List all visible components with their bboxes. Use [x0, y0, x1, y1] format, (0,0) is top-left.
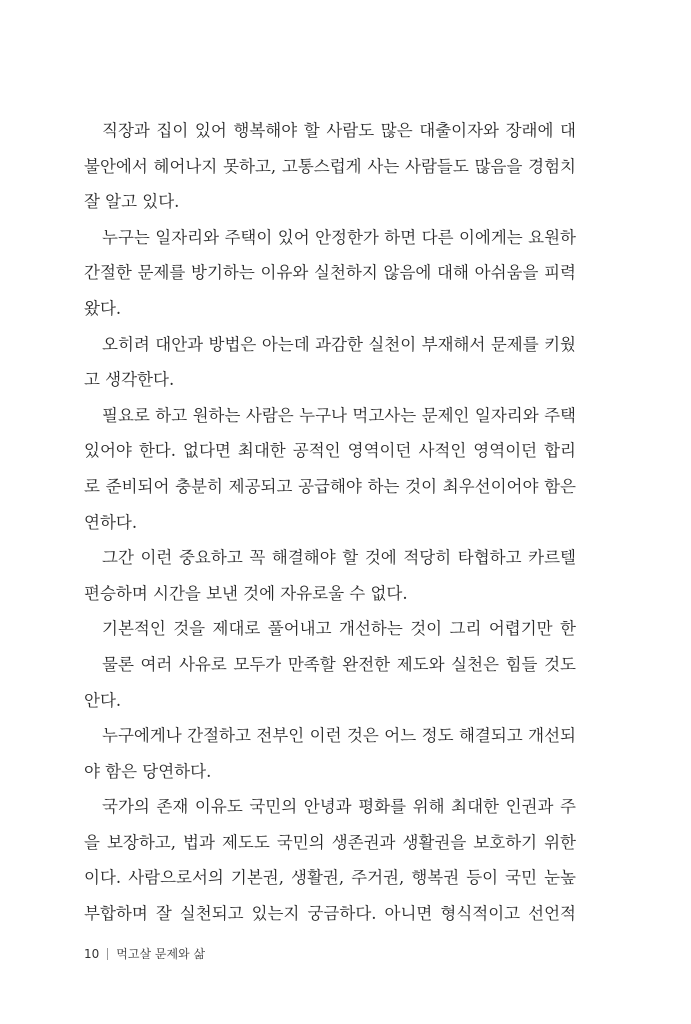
text-line: 필요로 하고 원하는 사람은 누구나 먹고사는 문제인 일자리와 주택: [102, 405, 576, 425]
text-line: 직장과 집이 있어 행복해야 할 사람도 많은 대출이자와 장래에 대: [102, 121, 576, 140]
text-line: 안다.: [84, 690, 122, 710]
text-line: 연하다.: [84, 512, 138, 532]
text-line: 오히려 대안과 방법은 아는데 과감한 실천이 부재해서 문제를 키웠: [102, 334, 576, 354]
text-line: 그간 이런 중요하고 꼭 해결해야 할 것에 적당히 타협하고 카르텔: [102, 548, 576, 568]
text-line: 야 함은 당연하다.: [84, 761, 212, 781]
running-title: 먹고살 문제와 삶: [116, 947, 206, 961]
page-number: 10: [84, 946, 100, 961]
text-line: 누구는 일자리와 주택이 있어 안정한가 하면 다른 이에게는 요원하: [102, 227, 576, 247]
text-line: 있어야 한다. 없다면 최대한 공적인 영역이던 사적인 영역이던 합리: [84, 441, 576, 461]
text-line: 부합하며 잘 실천되고 있는지 궁금하다. 아니면 형식적이고 선언적: [84, 904, 576, 924]
text-line: 간절한 문제를 방기하는 이유와 실천하지 않음에 대해 아쉬움을 피력: [84, 263, 576, 283]
text-line: 을 보장하고, 법과 제도도 국민의 생존권과 생활권을 보호하기 위한: [84, 832, 576, 852]
text-line: 로 준비되어 충분히 제공되고 공급해야 하는 것이 최우선이어야 함은: [84, 476, 576, 496]
text-line: 누구에게나 간절하고 전부인 이런 것은 어느 정도 해결되고 개선되: [102, 726, 576, 746]
text-line: 기본적인 것을 제대로 풀어내고 개선하는 것이 그리 어렵기만 한: [102, 619, 576, 639]
text-line: 왔다.: [84, 298, 122, 318]
body-text: [84, 113, 576, 932]
text-line: 편승하며 시간을 보낸 것에 자유로울 수 없다.: [84, 583, 408, 603]
page-footer: [84, 945, 205, 962]
text-line: 불안에서 헤어나지 못하고, 고통스럽게 사는 사람들도 많음을 경험치: [84, 156, 576, 176]
text-line: 고 생각한다.: [84, 370, 175, 390]
footer-divider: [107, 948, 108, 960]
text-line: 잘 알고 있다.: [84, 192, 180, 212]
text-line: 물론 여러 사유로 모두가 만족할 완전한 제도와 실천은 힘들 것도: [102, 654, 576, 674]
text-line: 국가의 존재 이유도 국민의 안녕과 평화를 위해 최대한 인권과 주: [102, 797, 576, 817]
text-line: 이다. 사람으로서의 기본권, 생활권, 주거권, 행복권 등이 국민 눈높: [84, 868, 576, 888]
